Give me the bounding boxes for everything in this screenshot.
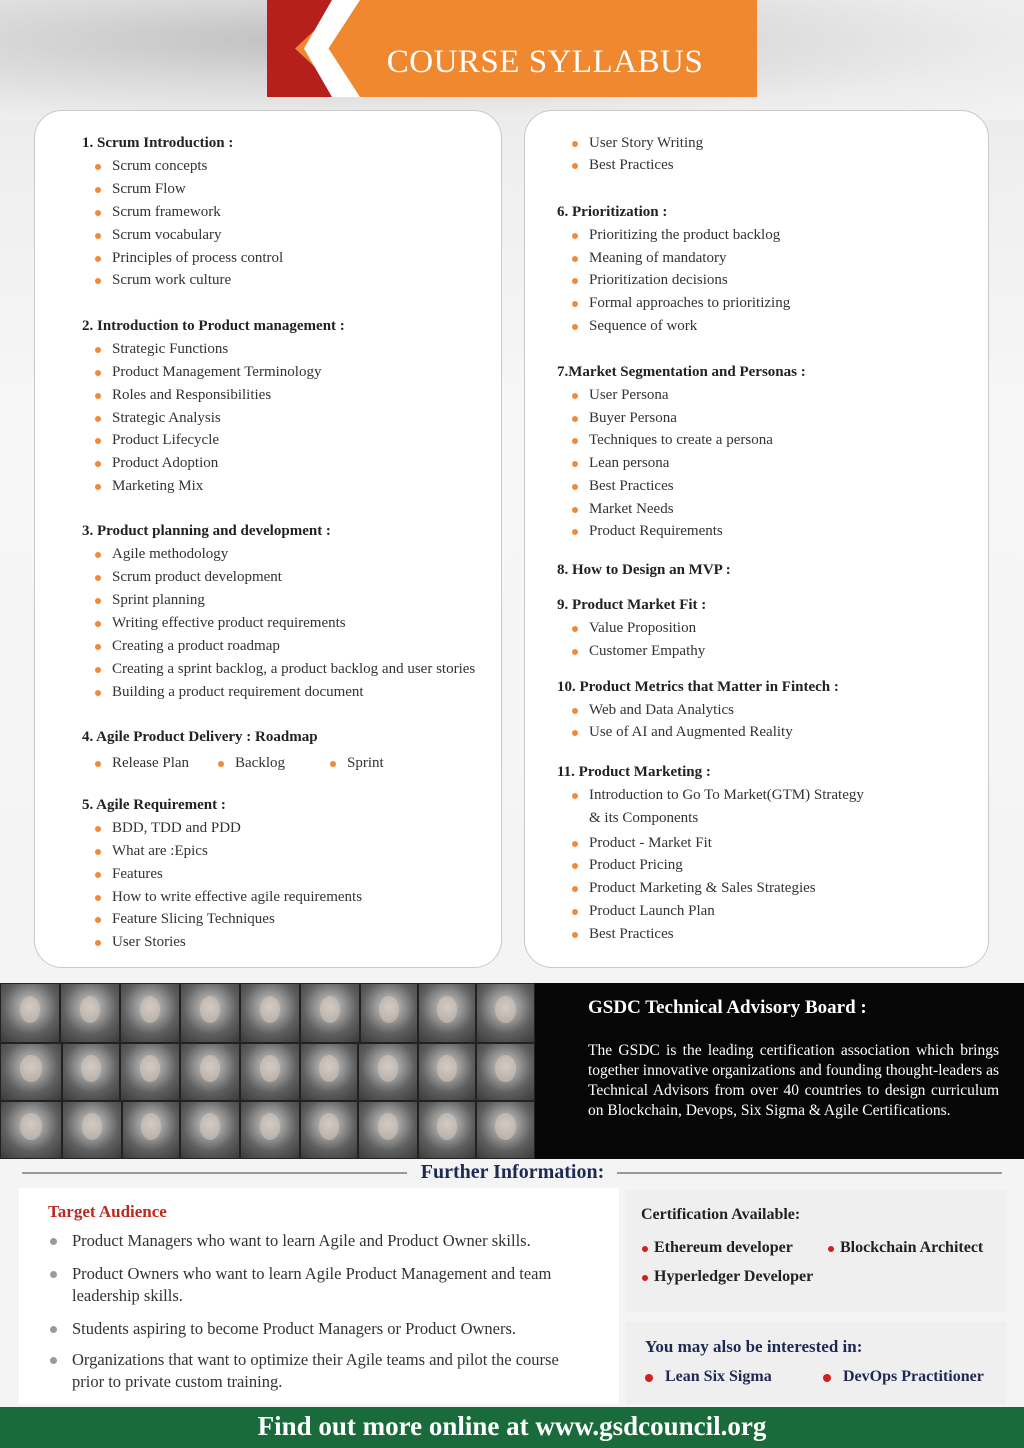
list-item: Feature Slicing Techniques — [95, 911, 275, 928]
certification-title: Certification Available: — [641, 1206, 801, 1223]
list-item: Lean persona — [572, 455, 669, 472]
divider — [617, 1172, 1002, 1174]
list-item: User Persona — [572, 387, 669, 404]
list-item: Best Practices — [572, 926, 674, 943]
list-item: Writing effective product requirements — [95, 615, 346, 632]
advisor-photo — [0, 983, 60, 1043]
section-title: 11. Product Marketing : — [557, 764, 711, 780]
advisor-photo — [0, 1043, 62, 1101]
list-item: User Story Writing — [572, 135, 703, 152]
certification-link-hyperledger[interactable]: Hyperledger Developer — [642, 1268, 813, 1286]
list-item: Students aspiring to become Product Managers or Product Owners. — [72, 1318, 592, 1340]
list-item: Scrum framework — [95, 204, 221, 221]
list-item: Prioritizing the product backlog — [572, 227, 780, 244]
advisor-photo — [62, 1101, 122, 1159]
list-item: Product Adoption — [95, 455, 218, 472]
list-item: Techniques to create a persona — [572, 432, 773, 449]
list-item: Prioritization decisions — [572, 272, 728, 289]
list-item: Agile methodology — [95, 546, 228, 563]
section-title: 2. Introduction to Product management : — [82, 318, 345, 334]
advisor-photo-collage — [0, 983, 535, 1159]
list-item: Features — [95, 866, 163, 883]
interest-panel — [626, 1322, 1006, 1404]
list-item: Best Practices — [572, 478, 674, 495]
advisor-photo — [476, 983, 535, 1043]
interest-title: You may also be interested in: — [645, 1337, 863, 1356]
section-title: 9. Product Market Fit : — [557, 597, 707, 613]
list-item: Sequence of work — [572, 318, 697, 335]
list-item: Product Owners who want to learn Agile Product Management and team leadership skills. — [72, 1263, 572, 1307]
list-item: Sprint — [330, 755, 384, 772]
list-item: BDD, TDD and PDD — [95, 820, 241, 837]
divider — [22, 1172, 407, 1174]
section-title: 4. Agile Product Delivery : Roadmap — [82, 729, 318, 745]
advisor-photo — [180, 1043, 240, 1101]
list-item: Scrum product development — [95, 569, 282, 586]
advisor-photo — [120, 983, 180, 1043]
list-item: Scrum Flow — [95, 181, 186, 198]
advisory-description: The GSDC is the leading certification association which brings together innovative organizations and founding thought-leaders as Technical Advisors from over 40 countries to design curriculum on Blockchain, Devops, Six Sigma & Agile Certifications. — [588, 1042, 999, 1119]
advisory-title: GSDC Technical Advisory Board : — [588, 997, 867, 1018]
list-item: Product Requirements — [572, 523, 723, 540]
list-item: Introduction to Go To Market(GTM) Strategy — [572, 787, 864, 804]
list-item: Principles of process control — [95, 250, 283, 267]
list-item: Product Managers who want to learn Agile and Product Owner skills. — [72, 1230, 592, 1252]
advisor-photo — [358, 1043, 418, 1101]
list-item: Creating a product roadmap — [95, 638, 280, 655]
section-title: 1. Scrum Introduction : — [82, 135, 234, 151]
section-title: 3. Product planning and development : — [82, 523, 331, 539]
list-item: Creating a sprint backlog, a product backlog and user stories — [95, 661, 475, 678]
advisor-photo — [240, 983, 300, 1043]
advisor-photo — [360, 983, 418, 1043]
list-item: Marketing Mix — [95, 478, 203, 495]
advisor-photo — [60, 983, 120, 1043]
list-item: Strategic Analysis — [95, 410, 221, 427]
advisor-photo — [300, 1043, 358, 1101]
list-item: Scrum work culture — [95, 272, 231, 289]
list-item: User Stories — [95, 934, 186, 951]
list-item: Scrum concepts — [95, 158, 207, 175]
list-item: Sprint planning — [95, 592, 205, 609]
list-item: Building a product requirement document — [95, 684, 364, 701]
advisor-photo — [120, 1043, 180, 1101]
advisor-photo — [0, 1101, 62, 1159]
list-item: Value Proposition — [572, 620, 696, 637]
section-title: 8. How to Design an MVP : — [557, 562, 731, 578]
interest-link-lean-six-sigma[interactable]: Lean Six Sigma — [645, 1368, 772, 1386]
advisor-photo — [358, 1101, 418, 1159]
certification-link-blockchain[interactable]: Blockchain Architect — [828, 1239, 983, 1257]
footer-link[interactable]: Find out more online at www.gsdcouncil.org — [257, 1411, 767, 1441]
advisor-photo — [122, 1101, 180, 1159]
list-item: Best Practices — [572, 157, 674, 174]
page-title: COURSE SYLLABUS — [386, 44, 704, 80]
list-item: Backlog — [218, 755, 285, 772]
list-item: Release Plan — [95, 755, 189, 772]
advisor-photo — [418, 1043, 476, 1101]
advisor-photo — [300, 1101, 358, 1159]
certification-link-ethereum[interactable]: Ethereum developer — [642, 1239, 793, 1257]
list-item: Product - Market Fit — [572, 835, 712, 852]
list-item: Use of AI and Augmented Reality — [572, 724, 793, 741]
list-item: Product Lifecycle — [95, 432, 219, 449]
list-item: Buyer Persona — [572, 410, 677, 427]
list-item: Product Management Terminology — [95, 364, 321, 381]
advisor-photo — [180, 1101, 240, 1159]
advisor-photo — [418, 1101, 476, 1159]
list-item: Product Launch Plan — [572, 903, 715, 920]
list-item: How to write effective agile requirements — [95, 889, 362, 906]
list-item: Organizations that want to optimize their Agile teams and pilot the course prior to private custom training. — [72, 1349, 572, 1393]
list-item-continuation: & its Components — [589, 810, 699, 826]
further-info-title: Further Information: — [420, 1161, 605, 1183]
section-title: 7.Market Segmentation and Personas : — [557, 364, 806, 380]
advisor-photo — [240, 1101, 300, 1159]
advisor-photo — [476, 1101, 535, 1159]
target-audience-title: Target Audience — [48, 1202, 167, 1221]
list-item: Roles and Responsibilities — [95, 387, 271, 404]
advisor-photo — [62, 1043, 120, 1101]
advisor-photo — [240, 1043, 300, 1101]
list-item: Web and Data Analytics — [572, 702, 734, 719]
section-title: 5. Agile Requirement : — [82, 797, 226, 813]
list-item: Customer Empathy — [572, 643, 705, 660]
section-title: 10. Product Metrics that Matter in Fintech : — [557, 679, 839, 695]
list-item: Market Needs — [572, 501, 674, 518]
list-item: Scrum vocabulary — [95, 227, 222, 244]
advisor-photo — [418, 983, 476, 1043]
list-item: Product Pricing — [572, 857, 683, 874]
advisor-photo — [300, 983, 360, 1043]
advisor-photo — [476, 1043, 535, 1101]
interest-link-devops[interactable]: DevOps Practitioner — [823, 1368, 984, 1386]
advisor-photo — [180, 983, 240, 1043]
list-item: Formal approaches to prioritizing — [572, 295, 790, 312]
list-item: What are :Epics — [95, 843, 208, 860]
list-item: Product Marketing & Sales Strategies — [572, 880, 816, 897]
section-title: 6. Prioritization : — [557, 204, 668, 220]
list-item: Meaning of mandatory — [572, 250, 726, 267]
list-item: Strategic Functions — [95, 341, 228, 358]
